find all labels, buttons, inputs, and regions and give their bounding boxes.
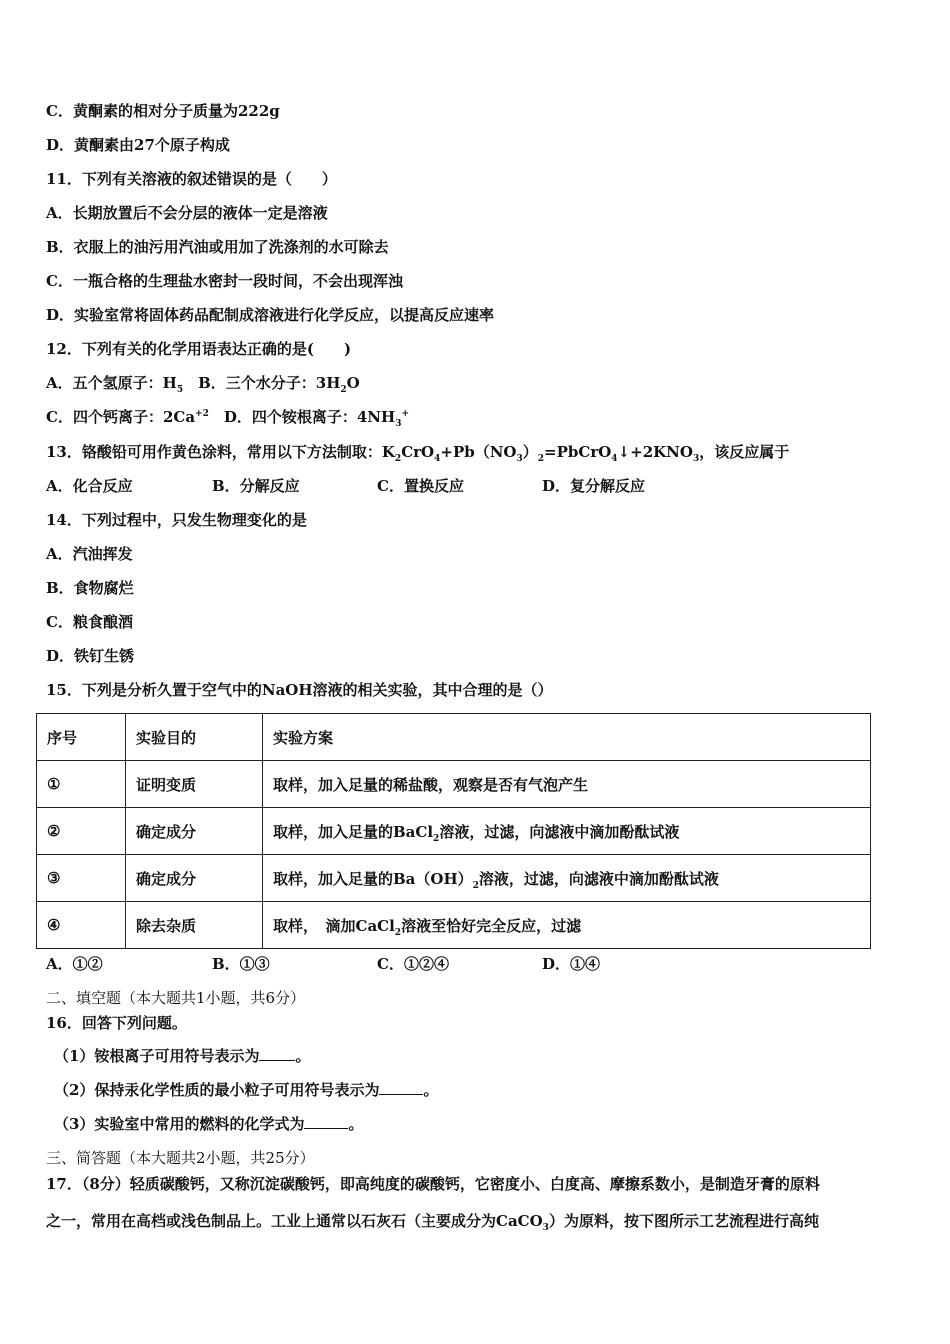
question-13-option-d: D．复分解反应 bbox=[542, 477, 646, 495]
answer-blank[interactable] bbox=[304, 1114, 348, 1129]
question-14-stem: 14．下列过程中，只发生物理变化的是 bbox=[46, 511, 307, 529]
table-header: 实验方案 bbox=[263, 714, 871, 761]
table-cell-plan bbox=[263, 808, 871, 855]
question-10-option-d: D．黄酮素由27个原子构成 bbox=[46, 136, 230, 154]
question-15-option-c: C．①②④ bbox=[377, 955, 449, 973]
question-15-option-d: D．①④ bbox=[542, 955, 601, 973]
table-cell-purpose: 确定成分 bbox=[126, 808, 263, 855]
q13-sub: 4 bbox=[611, 454, 618, 464]
q12-option-c-text: C．四个钙离子：2Ca bbox=[46, 408, 196, 426]
answer-blank[interactable] bbox=[259, 1046, 295, 1061]
table-cell-plan bbox=[263, 855, 871, 902]
table-header-row bbox=[37, 714, 871, 761]
plan-text: 溶液至恰好完全反应，过滤 bbox=[401, 916, 582, 935]
q12-option-d-text: D．四个铵根离子：4NH bbox=[208, 408, 396, 426]
plan-text: 溶液，过滤，向滤液中滴加酚酞试液 bbox=[439, 822, 680, 841]
question-16-stem: 16．回答下列问题。 bbox=[46, 1014, 187, 1032]
q13-sub: 2 bbox=[394, 454, 402, 464]
table-cell-purpose: 除去杂质 bbox=[126, 902, 263, 949]
question-11-option-d: D．实验室常将固体药品配制成溶液进行化学反应，以提高反应速率 bbox=[46, 306, 495, 324]
q13-sub: 3 bbox=[692, 454, 700, 464]
q13-sub: 4 bbox=[434, 454, 441, 464]
plan-sub: 2 bbox=[472, 880, 479, 891]
q13-sub: 3 bbox=[516, 454, 523, 464]
table-header: 实验目的 bbox=[126, 714, 263, 761]
question-13-option-b: B．分解反应 bbox=[212, 477, 300, 495]
q12-option-b-post: O bbox=[346, 374, 360, 392]
q13-formula: ↓+2KNO bbox=[617, 443, 693, 461]
plan-text: 取样， 滴加CaCl bbox=[273, 916, 395, 935]
q16-1-text: （1）铵根离子可用符号表示为 bbox=[54, 1047, 260, 1065]
q12-option-a-sub: 5 bbox=[176, 385, 184, 395]
question-12-options-cd bbox=[46, 407, 409, 427]
q13-stem-text: 13．铬酸铅可用作黄色涂料，常用以下方法制取：K bbox=[46, 443, 395, 461]
question-12-options-ab bbox=[46, 373, 360, 393]
question-11-option-b: B．衣服上的油污用汽油或用加了洗涤剂的水可除去 bbox=[46, 238, 389, 256]
table-cell-plan bbox=[263, 902, 871, 949]
question-14-option-b: B．食物腐烂 bbox=[46, 579, 134, 597]
section-2-title: 二、填空题（本大题共1小题，共6分） bbox=[46, 989, 306, 1007]
plan-sub: 2 bbox=[394, 927, 402, 938]
table-cell-no: ① bbox=[37, 761, 126, 808]
question-13-option-c: C．置换反应 bbox=[377, 477, 464, 495]
question-13-option-a: A．化合反应 bbox=[46, 477, 133, 495]
q17-line-2-post: ）为原料，按下图所示工艺流程进行高纯 bbox=[548, 1212, 819, 1230]
q13-formula: =PbCrO bbox=[544, 443, 612, 461]
table-cell-no: ④ bbox=[37, 902, 126, 949]
period: 。 bbox=[348, 1115, 364, 1133]
question-17-line-2 bbox=[46, 1211, 819, 1231]
question-15-option-b: B．①③ bbox=[212, 955, 270, 973]
table-row bbox=[37, 902, 871, 949]
question-17-line-1: 17．（8分）轻质碳酸钙，又称沉淀碳酸钙，即高纯度的碳酸钙，它密度小、白度高、摩擦系数小，是制造牙膏的原料 bbox=[46, 1175, 820, 1193]
question-10-option-c: C．黄酮素的相对分子质量为222g bbox=[46, 102, 280, 120]
question-15-option-a: A．①② bbox=[46, 955, 103, 973]
plan-text: 取样，加入足量的BaCl bbox=[273, 822, 434, 841]
table-cell-no: ③ bbox=[37, 855, 126, 902]
q12-option-b-sub: 2 bbox=[340, 385, 347, 395]
question-12-stem: 12．下列有关的化学用语表达正确的是( ) bbox=[46, 340, 352, 358]
experiment-table bbox=[36, 713, 871, 949]
period: 。 bbox=[423, 1081, 439, 1099]
table-cell-plan: 取样，加入足量的稀盐酸，观察是否有气泡产生 bbox=[263, 761, 871, 808]
q12-option-c-sup: +2 bbox=[195, 409, 209, 419]
question-14-option-d: D．铁钉生锈 bbox=[46, 647, 135, 665]
table-row bbox=[37, 808, 871, 855]
table-cell-purpose: 确定成分 bbox=[126, 855, 263, 902]
q12-option-d-sub: 3 bbox=[395, 419, 402, 429]
question-11-option-c: C．一瓶合格的生理盐水密封一段时间，不会出现浑浊 bbox=[46, 272, 403, 290]
q12-option-b-text: B．三个水分子：3H bbox=[183, 374, 341, 392]
table-header: 序号 bbox=[37, 714, 126, 761]
q13-formula: CrO bbox=[401, 443, 435, 461]
section-3-title: 三、简答题（本大题共2小题，共25分） bbox=[46, 1149, 315, 1167]
answer-blank[interactable] bbox=[379, 1080, 423, 1095]
q13-formula: +Pb（NO bbox=[440, 443, 517, 461]
q17-line-2-text: 之一，常用在高档或浅色制品上。工业上通常以石灰石（主要成分为CaCO bbox=[46, 1212, 543, 1230]
question-11-stem: 11．下列有关溶液的叙述错误的是（ ） bbox=[46, 170, 337, 188]
q17-sub: 3 bbox=[542, 1223, 549, 1233]
plan-text: 取样，加入足量的Ba（OH） bbox=[273, 869, 473, 888]
question-16-part-2 bbox=[54, 1080, 438, 1100]
question-14-option-a: A．汽油挥发 bbox=[46, 545, 133, 563]
table-cell-purpose: 证明变质 bbox=[126, 761, 263, 808]
q13-formula: ） bbox=[522, 443, 538, 461]
plan-sub: 2 bbox=[433, 833, 440, 844]
q16-2-text: （2）保持汞化学性质的最小粒子可用符号表示为 bbox=[54, 1081, 380, 1099]
question-16-part-3 bbox=[54, 1114, 363, 1134]
q16-3-text: （3）实验室中常用的燃料的化学式为 bbox=[54, 1115, 305, 1133]
period: 。 bbox=[295, 1047, 311, 1065]
table-row bbox=[37, 855, 871, 902]
question-16-part-1 bbox=[54, 1046, 310, 1066]
q12-option-a-text: A．五个氢原子：H bbox=[46, 374, 177, 392]
question-13-stem bbox=[46, 442, 789, 462]
q13-sub: 2 bbox=[537, 454, 545, 464]
plan-text: 溶液，过滤，向滤液中滴加酚酞试液 bbox=[478, 869, 719, 888]
q13-formula: ，该反应属于 bbox=[699, 443, 790, 461]
table-cell-no: ② bbox=[37, 808, 126, 855]
q12-option-d-sup: + bbox=[401, 409, 410, 419]
table-row bbox=[37, 761, 871, 808]
question-11-option-a: A．长期放置后不会分层的液体一定是溶液 bbox=[46, 204, 328, 222]
question-15-stem: 15．下列是分析久置于空气中的NaOH溶液的相关实验，其中合理的是（） bbox=[46, 681, 553, 699]
question-14-option-c: C．粮食酿酒 bbox=[46, 613, 133, 631]
